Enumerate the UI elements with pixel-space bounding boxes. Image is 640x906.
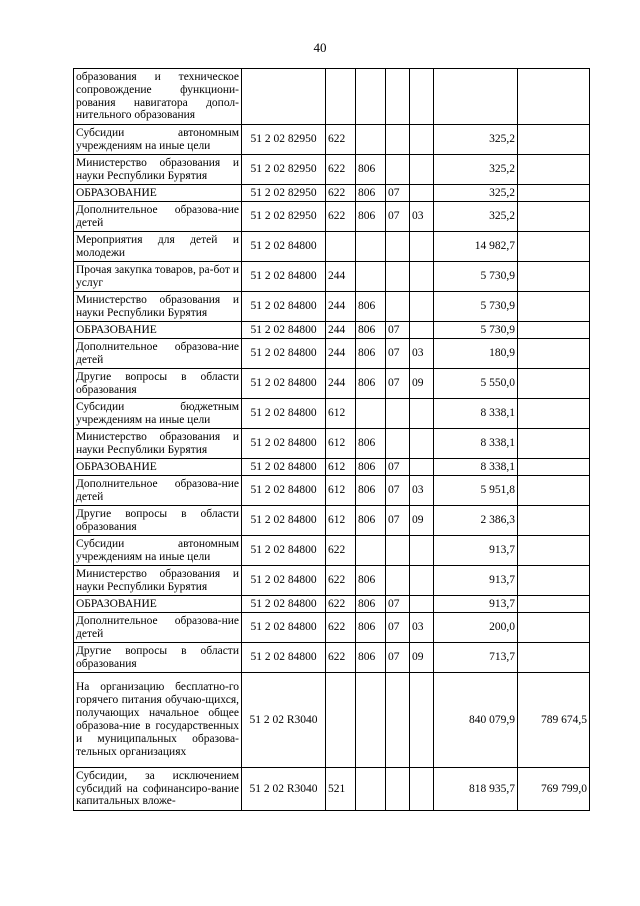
- table-row: [74, 476, 590, 506]
- csr-cell: 51 2 02 84800: [242, 292, 326, 322]
- rz-cell: [386, 262, 410, 292]
- sum-cell: 325,2: [434, 185, 518, 202]
- sum2-cell: [518, 369, 590, 399]
- vr-cell: 622: [326, 566, 356, 596]
- rz-cell: 07: [386, 459, 410, 476]
- name-cell: образования и техническое сопровождение функциони-рования навигатора допол-нительного образования: [74, 69, 242, 125]
- sum-cell: 200,0: [434, 613, 518, 643]
- sum2-cell: [518, 292, 590, 322]
- rz-cell: [386, 399, 410, 429]
- table-row: [74, 322, 590, 339]
- vr-cell: 244: [326, 262, 356, 292]
- sum-cell: 5 730,9: [434, 292, 518, 322]
- name-cell: Министерство образования и науки Республики Бурятия: [74, 155, 242, 185]
- name-cell: На организацию бесплатно-го горячего питания обучаю-щихся, получающих начальное общее образова-ние в государственных и муниципальных образова-тельных организациях: [74, 673, 242, 768]
- grbs-cell: [356, 536, 386, 566]
- grbs-cell: 806: [356, 292, 386, 322]
- vr-cell: 244: [326, 369, 356, 399]
- pr-cell: [410, 673, 434, 768]
- csr-cell: 51 2 02 84800: [242, 536, 326, 566]
- table-row: [74, 202, 590, 232]
- pr-cell: [410, 292, 434, 322]
- vr-cell: [326, 673, 356, 768]
- vr-cell: 612: [326, 429, 356, 459]
- rz-cell: [386, 566, 410, 596]
- table-row: [74, 69, 590, 125]
- grbs-cell: 806: [356, 185, 386, 202]
- sum-cell: 2 386,3: [434, 506, 518, 536]
- grbs-cell: [356, 69, 386, 125]
- vr-cell: 622: [326, 596, 356, 613]
- pr-cell: [410, 155, 434, 185]
- grbs-cell: [356, 768, 386, 811]
- vr-cell: 612: [326, 506, 356, 536]
- pr-cell: 03: [410, 202, 434, 232]
- rz-cell: 07: [386, 506, 410, 536]
- name-cell: ОБРАЗОВАНИЕ: [74, 596, 242, 613]
- table-row: [74, 232, 590, 262]
- sum2-cell: [518, 185, 590, 202]
- vr-cell: [326, 69, 356, 125]
- csr-cell: 51 2 02 84800: [242, 399, 326, 429]
- grbs-cell: 806: [356, 339, 386, 369]
- sum2-cell: [518, 596, 590, 613]
- grbs-cell: 806: [356, 459, 386, 476]
- csr-cell: 51 2 02 84800: [242, 339, 326, 369]
- grbs-cell: 806: [356, 322, 386, 339]
- grbs-cell: [356, 673, 386, 768]
- page-number: 40: [313, 40, 327, 55]
- pr-cell: [410, 399, 434, 429]
- sum-cell: 713,7: [434, 643, 518, 673]
- sum2-cell: [518, 202, 590, 232]
- vr-cell: 244: [326, 292, 356, 322]
- sum2-cell: [518, 125, 590, 155]
- csr-cell: 51 2 02 84800: [242, 613, 326, 643]
- sum-cell: 325,2: [434, 155, 518, 185]
- sum-cell: 325,2: [434, 125, 518, 155]
- pr-cell: [410, 322, 434, 339]
- table-row: [74, 125, 590, 155]
- rz-cell: 07: [386, 613, 410, 643]
- name-cell: Министерство образования и науки Республики Бурятия: [74, 429, 242, 459]
- name-cell: Другие вопросы в области образования: [74, 506, 242, 536]
- grbs-cell: [356, 232, 386, 262]
- name-cell: Мероприятия для детей и молодежи: [74, 232, 242, 262]
- pr-cell: 09: [410, 643, 434, 673]
- pr-cell: 03: [410, 476, 434, 506]
- table-row: [74, 536, 590, 566]
- sum2-cell: [518, 476, 590, 506]
- grbs-cell: 806: [356, 506, 386, 536]
- rz-cell: 07: [386, 476, 410, 506]
- grbs-cell: 806: [356, 643, 386, 673]
- grbs-cell: 806: [356, 566, 386, 596]
- pr-cell: [410, 536, 434, 566]
- grbs-cell: 806: [356, 596, 386, 613]
- sum2-cell: [518, 506, 590, 536]
- grbs-cell: [356, 125, 386, 155]
- rz-cell: [386, 155, 410, 185]
- csr-cell: 51 2 02 84800: [242, 506, 326, 536]
- csr-cell: 51 2 02 84800: [242, 643, 326, 673]
- pr-cell: [410, 125, 434, 155]
- rz-cell: [386, 536, 410, 566]
- sum2-cell: [518, 643, 590, 673]
- sum2-cell: [518, 262, 590, 292]
- rz-cell: [386, 69, 410, 125]
- sum2-cell: [518, 69, 590, 125]
- sum-cell: 180,9: [434, 339, 518, 369]
- sum2-cell: [518, 232, 590, 262]
- sum2-cell: [518, 536, 590, 566]
- csr-cell: 51 2 02 82950: [242, 125, 326, 155]
- grbs-cell: 806: [356, 202, 386, 232]
- table-row: [74, 643, 590, 673]
- csr-cell: 51 2 02 82950: [242, 202, 326, 232]
- table-row: [74, 768, 590, 811]
- table-row: [74, 262, 590, 292]
- sum-cell: 8 338,1: [434, 459, 518, 476]
- sum-cell: 5 730,9: [434, 262, 518, 292]
- vr-cell: 622: [326, 643, 356, 673]
- sum-cell: 5 730,9: [434, 322, 518, 339]
- pr-cell: [410, 232, 434, 262]
- vr-cell: 612: [326, 459, 356, 476]
- grbs-cell: [356, 262, 386, 292]
- pr-cell: [410, 768, 434, 811]
- rz-cell: [386, 429, 410, 459]
- sum2-cell: 789 674,5: [518, 673, 590, 768]
- sum2-cell: [518, 399, 590, 429]
- name-cell: Дополнительное образова-ние детей: [74, 339, 242, 369]
- pr-cell: [410, 566, 434, 596]
- name-cell: Дополнительное образова-ние детей: [74, 202, 242, 232]
- vr-cell: 612: [326, 476, 356, 506]
- rz-cell: 07: [386, 322, 410, 339]
- csr-cell: 51 2 02 82950: [242, 185, 326, 202]
- csr-cell: 51 2 02 82950: [242, 155, 326, 185]
- pr-cell: [410, 69, 434, 125]
- csr-cell: 51 2 02 84800: [242, 459, 326, 476]
- vr-cell: 622: [326, 125, 356, 155]
- name-cell: Субсидии бюджетным учреждениям на иные цели: [74, 399, 242, 429]
- grbs-cell: 806: [356, 613, 386, 643]
- sum-cell: 913,7: [434, 596, 518, 613]
- name-cell: ОБРАЗОВАНИЕ: [74, 185, 242, 202]
- vr-cell: 622: [326, 185, 356, 202]
- grbs-cell: 806: [356, 369, 386, 399]
- vr-cell: [326, 232, 356, 262]
- budget-table: [73, 68, 590, 811]
- vr-cell: 622: [326, 202, 356, 232]
- sum-cell: 840 079,9: [434, 673, 518, 768]
- csr-cell: [242, 69, 326, 125]
- name-cell: Субсидии автономным учреждениям на иные цели: [74, 536, 242, 566]
- sum2-cell: [518, 613, 590, 643]
- csr-cell: 51 2 02 R3040: [242, 768, 326, 811]
- name-cell: Дополнительное образова-ние детей: [74, 476, 242, 506]
- pr-cell: 09: [410, 506, 434, 536]
- rz-cell: [386, 125, 410, 155]
- rz-cell: 07: [386, 202, 410, 232]
- sum-cell: 818 935,7: [434, 768, 518, 811]
- vr-cell: 622: [326, 536, 356, 566]
- csr-cell: 51 2 02 84800: [242, 232, 326, 262]
- vr-cell: 244: [326, 339, 356, 369]
- sum-cell: 8 338,1: [434, 399, 518, 429]
- table-row: [74, 673, 590, 768]
- rz-cell: [386, 292, 410, 322]
- sum2-cell: [518, 322, 590, 339]
- sum-cell: 5 550,0: [434, 369, 518, 399]
- csr-cell: 51 2 02 R3040: [242, 673, 326, 768]
- name-cell: Министерство образования и науки Республики Бурятия: [74, 566, 242, 596]
- sum-cell: 913,7: [434, 566, 518, 596]
- pr-cell: [410, 262, 434, 292]
- sum2-cell: 769 799,0: [518, 768, 590, 811]
- rz-cell: 07: [386, 339, 410, 369]
- grbs-cell: 806: [356, 429, 386, 459]
- name-cell: Другие вопросы в области образования: [74, 369, 242, 399]
- table-row: [74, 369, 590, 399]
- name-cell: Субсидии, за исключением субсидий на софинансиро-вание капитальных вложе-: [74, 768, 242, 811]
- pr-cell: 03: [410, 613, 434, 643]
- table-row: [74, 459, 590, 476]
- rz-cell: [386, 768, 410, 811]
- table-row: [74, 185, 590, 202]
- sum2-cell: [518, 459, 590, 476]
- csr-cell: 51 2 02 84800: [242, 596, 326, 613]
- grbs-cell: 806: [356, 155, 386, 185]
- table-row: [74, 155, 590, 185]
- pr-cell: [410, 459, 434, 476]
- sum2-cell: [518, 339, 590, 369]
- csr-cell: 51 2 02 84800: [242, 322, 326, 339]
- table-row: [74, 292, 590, 322]
- table-row: [74, 339, 590, 369]
- table-row: [74, 566, 590, 596]
- sum2-cell: [518, 429, 590, 459]
- grbs-cell: [356, 399, 386, 429]
- table-body: [74, 69, 590, 811]
- table-row: [74, 399, 590, 429]
- table-row: [74, 506, 590, 536]
- name-cell: ОБРАЗОВАНИЕ: [74, 322, 242, 339]
- table-row: [74, 429, 590, 459]
- rz-cell: [386, 673, 410, 768]
- rz-cell: 07: [386, 185, 410, 202]
- grbs-cell: 806: [356, 476, 386, 506]
- sum-cell: [434, 69, 518, 125]
- vr-cell: 622: [326, 155, 356, 185]
- rz-cell: 07: [386, 369, 410, 399]
- vr-cell: 521: [326, 768, 356, 811]
- sum2-cell: [518, 155, 590, 185]
- csr-cell: 51 2 02 84800: [242, 429, 326, 459]
- name-cell: Министерство образования и науки Республики Бурятия: [74, 292, 242, 322]
- pr-cell: [410, 185, 434, 202]
- pr-cell: [410, 429, 434, 459]
- rz-cell: [386, 232, 410, 262]
- sum-cell: 14 982,7: [434, 232, 518, 262]
- vr-cell: 244: [326, 322, 356, 339]
- sum2-cell: [518, 566, 590, 596]
- name-cell: Дополнительное образова-ние детей: [74, 613, 242, 643]
- table-row: [74, 596, 590, 613]
- pr-cell: [410, 596, 434, 613]
- vr-cell: 612: [326, 399, 356, 429]
- name-cell: ОБРАЗОВАНИЕ: [74, 459, 242, 476]
- csr-cell: 51 2 02 84800: [242, 476, 326, 506]
- pr-cell: 09: [410, 369, 434, 399]
- name-cell: Другие вопросы в области образования: [74, 643, 242, 673]
- name-cell: Прочая закупка товаров, ра-бот и услуг: [74, 262, 242, 292]
- table-row: [74, 613, 590, 643]
- vr-cell: 622: [326, 613, 356, 643]
- csr-cell: 51 2 02 84800: [242, 369, 326, 399]
- rz-cell: 07: [386, 596, 410, 613]
- sum-cell: 325,2: [434, 202, 518, 232]
- sum-cell: 913,7: [434, 536, 518, 566]
- pr-cell: 03: [410, 339, 434, 369]
- sum-cell: 8 338,1: [434, 429, 518, 459]
- name-cell: Субсидии автономным учреждениям на иные цели: [74, 125, 242, 155]
- csr-cell: 51 2 02 84800: [242, 566, 326, 596]
- rz-cell: 07: [386, 643, 410, 673]
- csr-cell: 51 2 02 84800: [242, 262, 326, 292]
- sum-cell: 5 951,8: [434, 476, 518, 506]
